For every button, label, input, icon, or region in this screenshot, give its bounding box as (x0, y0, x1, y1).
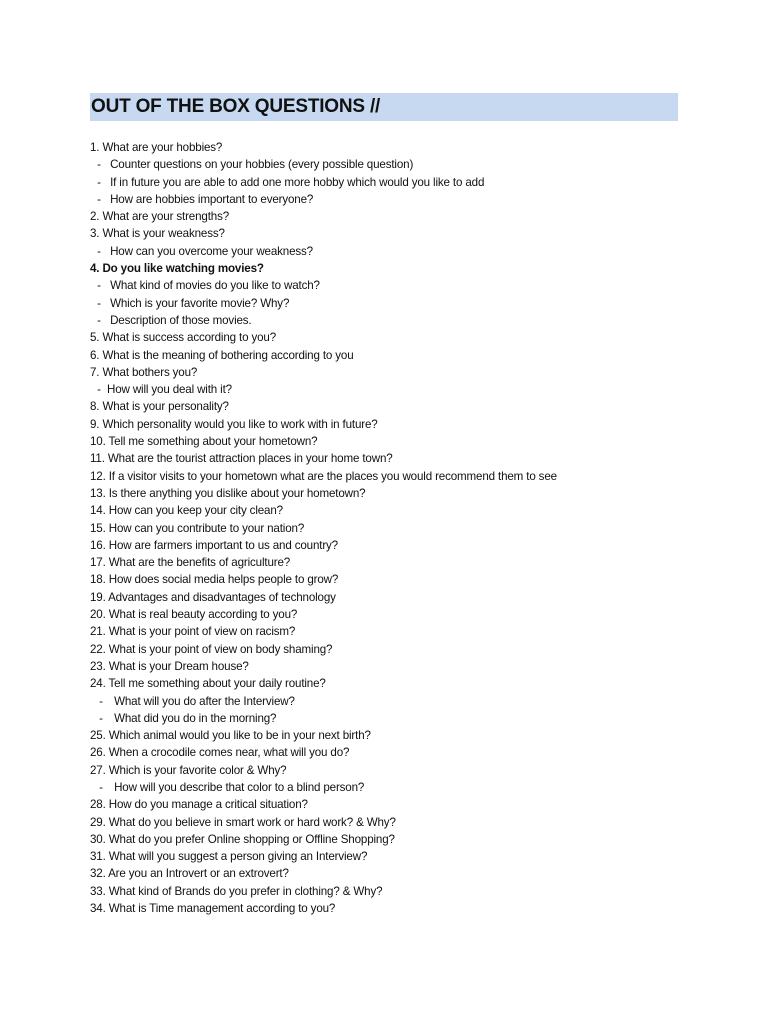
question-item (90, 641, 690, 658)
question-item (90, 848, 690, 865)
question-text: 25. Which animal would you like to be in your next birth? (90, 729, 371, 743)
bullet-dash: - (97, 383, 101, 397)
question-text: 8. What is your personality? (90, 400, 229, 414)
page-title: OUT OF THE BOX QUESTIONS // (91, 96, 381, 117)
question-item (90, 139, 690, 156)
question-item (90, 831, 690, 848)
question-text: 30. What do you prefer Online shopping or Offline Shopping? (90, 832, 395, 846)
question-text: 22. What is your point of view on body shaming? (90, 642, 333, 656)
question-item (90, 589, 690, 606)
question-item (90, 416, 690, 433)
question-text: 14. How can you keep your city clean? (90, 504, 283, 518)
question-item (90, 658, 690, 675)
question-text: 33. What kind of Brands do you prefer in clothing? & Why? (90, 884, 383, 898)
question-item (90, 744, 690, 761)
question-text: 19. Advantages and disadvantages of technology (90, 590, 336, 604)
question-item (90, 571, 690, 588)
question-item (90, 450, 690, 467)
question-item (90, 329, 690, 346)
bullet-dash: - (99, 711, 103, 725)
question-item (90, 433, 690, 450)
question-item (90, 364, 690, 381)
question-text: 16. How are farmers important to us and country? (90, 538, 338, 552)
question-text: 13. Is there anything you dislike about your hometown? (90, 486, 366, 500)
question-item (90, 485, 690, 502)
bullet-dash: - (99, 694, 103, 708)
bullet-dash: - (97, 175, 101, 189)
question-text: 32. Are you an Introvert or an extrovert? (90, 867, 289, 881)
question-text: 23. What is your Dream house? (90, 659, 249, 673)
question-text: 31. What will you suggest a person giving an Interview? (90, 850, 368, 864)
question-text: 21. What is your point of view on racism? (90, 625, 296, 639)
question-item (90, 796, 690, 813)
question-text: 26. When a crocodile comes near, what will you do? (90, 746, 350, 760)
question-text: 2. What are your strengths? (90, 210, 230, 224)
question-text: What will you do after the Interview? (114, 694, 295, 708)
question-item (90, 623, 690, 640)
bullet-dash: - (97, 244, 101, 258)
question-text: 18. How does social media helps people to grow? (90, 573, 339, 587)
question-text: How are hobbies important to everyone? (110, 192, 314, 206)
sub-question-item (90, 381, 690, 398)
question-text: 12. If a visitor visits to your hometown what are the places you would recommend them to see (90, 469, 557, 483)
question-text: Which is your favorite movie? Why? (110, 296, 290, 310)
question-text: 7. What bothers you? (90, 365, 198, 379)
question-text: If in future you are able to add one more hobby which would you like to add (110, 175, 485, 189)
question-text: 9. Which personality would you like to work with in future? (90, 417, 378, 431)
question-text: 20. What is real beauty according to you? (90, 608, 298, 622)
question-item (90, 900, 690, 917)
sub-question-item (90, 693, 690, 710)
question-text: 4. Do you like watching movies? (90, 262, 264, 276)
question-text: 17. What are the benefits of agriculture? (90, 556, 291, 570)
question-text: 6. What is the meaning of bothering according to you (90, 348, 354, 362)
title-bar (90, 93, 678, 121)
question-text: 10. Tell me something about your hometown? (90, 435, 318, 449)
question-text: What kind of movies do you like to watch? (110, 279, 320, 293)
bullet-dash: - (97, 192, 101, 206)
question-item (90, 468, 690, 485)
sub-question-item (90, 277, 690, 294)
sub-question-item (90, 295, 690, 312)
question-item (90, 883, 690, 900)
question-item (90, 606, 690, 623)
question-text: 5. What is success according to you? (90, 331, 276, 345)
question-item (90, 520, 690, 537)
sub-question-item (90, 779, 690, 796)
sub-question-item (90, 312, 690, 329)
bullet-dash: - (97, 313, 101, 327)
question-item (90, 554, 690, 571)
question-item (90, 727, 690, 744)
question-item (90, 225, 690, 242)
question-text: How will you describe that color to a blind person? (114, 780, 365, 794)
question-item (90, 762, 690, 779)
question-item (90, 347, 690, 364)
question-text: 28. How do you manage a critical situation? (90, 798, 308, 812)
question-text: 11. What are the tourist attraction places in your home town? (90, 452, 393, 466)
bullet-dash: - (99, 780, 103, 794)
question-list (90, 139, 690, 917)
question-item (90, 814, 690, 831)
bullet-dash: - (97, 279, 101, 293)
question-item (90, 865, 690, 882)
question-item (90, 675, 690, 692)
sub-question-item (90, 710, 690, 727)
question-item (90, 208, 690, 225)
sub-question-item (90, 191, 690, 208)
question-text: Description of those movies. (110, 313, 252, 327)
question-text: 3. What is your weakness? (90, 227, 225, 241)
question-text: Counter questions on your hobbies (every possible question) (110, 158, 414, 172)
sub-question-item (90, 174, 690, 191)
question-item (90, 260, 690, 277)
question-text: 24. Tell me something about your daily routine? (90, 677, 326, 691)
question-text: 27. Which is your favorite color & Why? (90, 763, 287, 777)
question-text: How can you overcome your weakness? (110, 244, 313, 258)
sub-question-item (90, 156, 690, 173)
question-text: What did you do in the morning? (114, 711, 277, 725)
question-item (90, 502, 690, 519)
question-item (90, 398, 690, 415)
question-item (90, 537, 690, 554)
question-text: 1. What are your hobbies? (90, 141, 223, 154)
bullet-dash: - (97, 158, 101, 172)
sub-question-item (90, 243, 690, 260)
bullet-dash: - (97, 296, 101, 310)
question-text: 34. What is Time management according to you? (90, 902, 336, 916)
question-text: How will you deal with it? (107, 383, 232, 397)
question-text: 29. What do you believe in smart work or hard work? & Why? (90, 815, 396, 829)
question-text: 15. How can you contribute to your nation? (90, 521, 305, 535)
